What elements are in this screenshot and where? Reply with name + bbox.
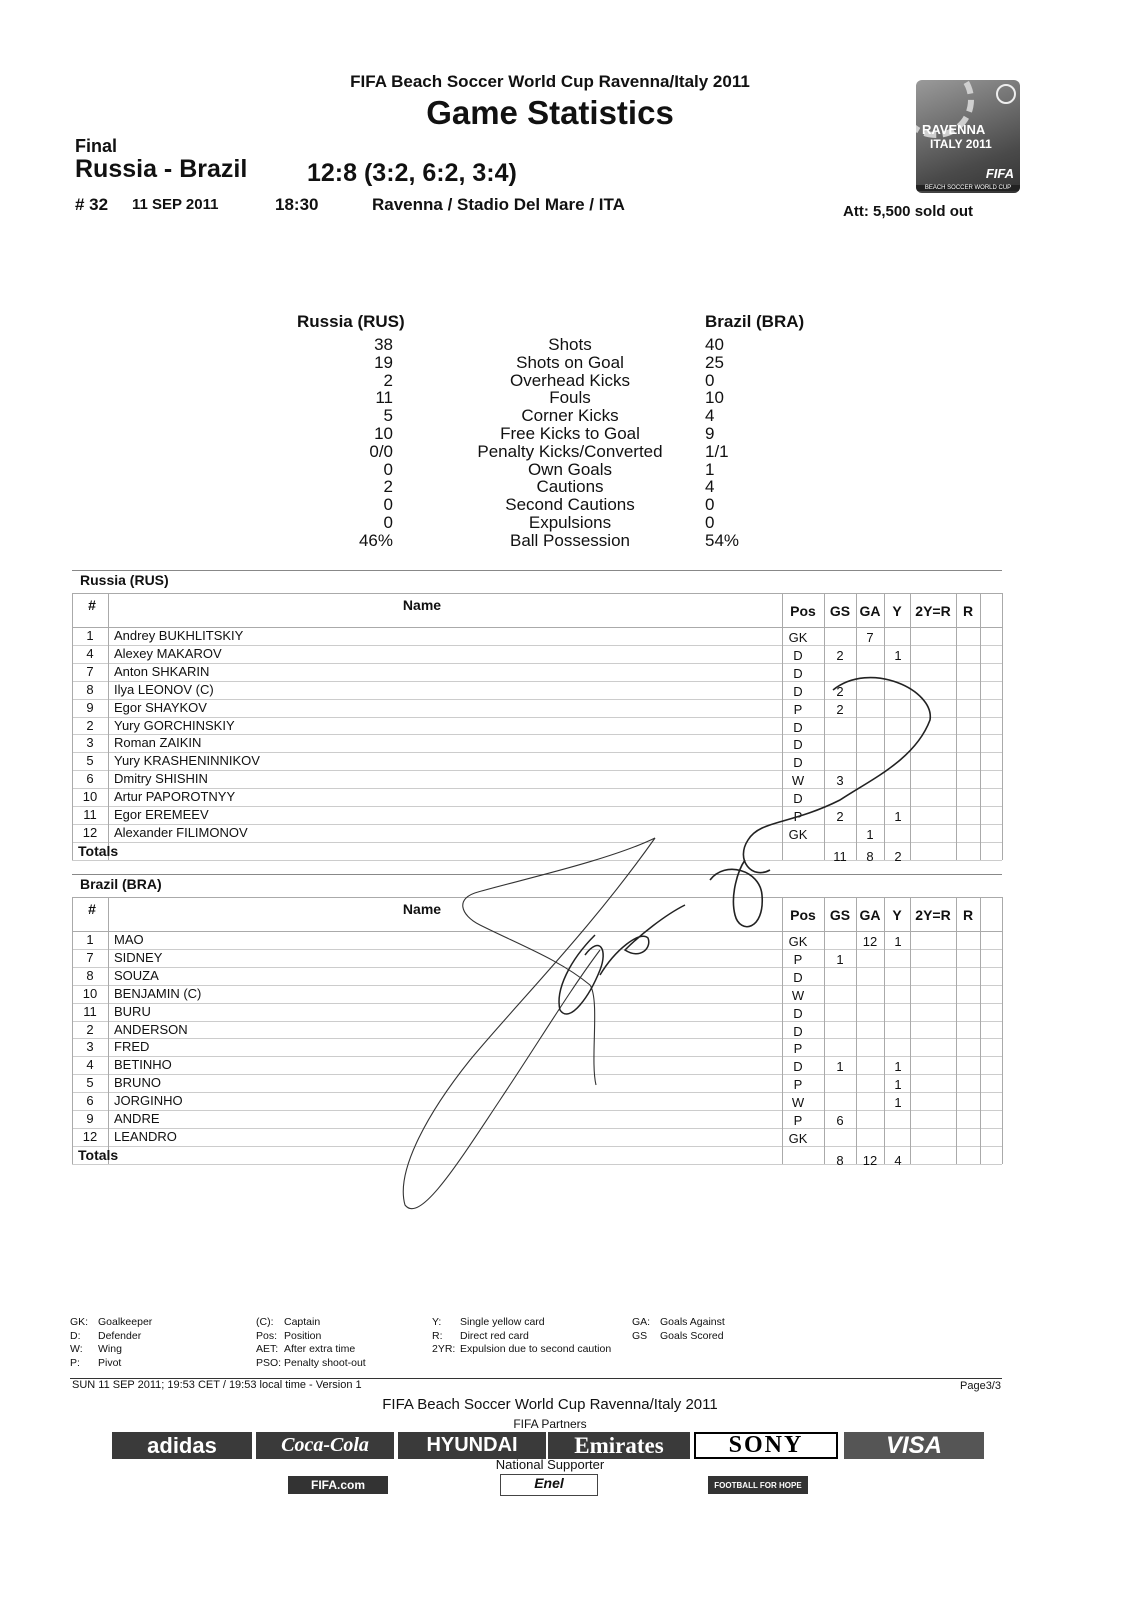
player-position: D <box>793 683 803 699</box>
match-venue: Ravenna / Stadio Del Mare / ITA <box>372 195 625 214</box>
table-divider <box>72 806 1002 807</box>
table-caption: Russia (RUS) <box>80 572 169 588</box>
player-number: 7 <box>86 663 94 679</box>
player-name: MAO <box>114 932 144 947</box>
stat-label: Corner Kicks <box>521 406 619 426</box>
player-position: D <box>793 719 803 735</box>
legend-entry <box>256 1357 366 1371</box>
legend-key: Pos: <box>256 1329 278 1342</box>
player-position: GK <box>788 630 808 645</box>
table-divider <box>72 1003 1002 1004</box>
stat-row <box>290 371 850 389</box>
player-name: Egor EREMEEV <box>114 807 209 822</box>
home-stat-value: 2 <box>383 370 393 390</box>
away-stat-value: 1 <box>705 459 715 479</box>
emirates-logo: Emirates <box>548 1432 690 1459</box>
legend-key: R: <box>432 1329 443 1342</box>
player-number: 8 <box>86 967 94 983</box>
player-position: D <box>793 1005 803 1021</box>
table-divider <box>72 1021 1002 1022</box>
column-header-number: # <box>88 901 96 917</box>
player-number: 4 <box>86 1057 94 1073</box>
away-stat-value: 9 <box>705 424 715 443</box>
player-position: GK <box>788 1130 808 1146</box>
player-position: D <box>793 1059 803 1075</box>
table-divider <box>956 593 957 860</box>
legend-entry <box>256 1316 366 1330</box>
legend-key: W: <box>70 1343 83 1355</box>
logo-line-3: FIFA <box>985 166 1014 181</box>
column-header-position: Pos <box>790 907 816 923</box>
stat-row <box>290 531 850 549</box>
match-date: 11 SEP 2011 <box>132 196 219 213</box>
player-position: GK <box>788 934 808 949</box>
stat-label: Free Kicks to Goal <box>500 424 640 443</box>
column-header-name: Name <box>402 901 442 917</box>
table-divider <box>824 897 825 1164</box>
total-goals-against: 12 <box>862 1152 878 1168</box>
stat-row <box>290 388 850 406</box>
player-name: SIDNEY <box>114 949 163 965</box>
match-teams: Russia - Brazil <box>75 155 248 183</box>
away-team-heading: Brazil (BRA) <box>705 312 805 331</box>
player-position: D <box>793 1023 803 1039</box>
player-position: P <box>793 951 803 967</box>
brazil-player-table <box>72 874 1002 1167</box>
player-yellow-cards: 1 <box>894 1077 902 1093</box>
table-divider <box>72 1146 1002 1147</box>
stat-label: Ball Possession <box>509 530 630 550</box>
player-goals-scored: 2 <box>836 701 844 717</box>
fifa-com-logo: FIFA.com <box>288 1476 388 1494</box>
footer-title: FIFA Beach Soccer World Cup Ravenna/Italy 2011 <box>382 1396 718 1413</box>
player-number: 1 <box>86 932 94 947</box>
football-for-hope-logo: FOOTBALL FOR HOPE <box>708 1476 808 1494</box>
player-number: 9 <box>86 1111 94 1126</box>
tournament-logo <box>916 80 1020 193</box>
player-number: 4 <box>86 645 94 661</box>
national-supporter-label: National Supporter <box>495 1457 605 1472</box>
player-number: 3 <box>86 735 94 751</box>
table-divider <box>1002 897 1003 1164</box>
player-name: Artur PAPOROTNYY <box>114 789 236 805</box>
table-divider <box>72 593 1002 594</box>
player-position: D <box>793 737 803 753</box>
totals-label: Totals <box>78 1146 119 1163</box>
player-number: 10 <box>82 985 98 1001</box>
player-name: Ilya LEONOV (C) <box>114 681 214 697</box>
home-team-heading: Russia (RUS) <box>297 312 405 331</box>
column-header-number: # <box>88 597 96 613</box>
match-phase: Final <box>75 136 118 156</box>
home-stat-value: 11 <box>375 388 393 408</box>
player-yellow-cards: 1 <box>894 1095 902 1111</box>
player-number: 11 <box>83 1003 97 1019</box>
tournament-title: FIFA Beach Soccer World Cup Ravenna/Italy 2011 <box>350 72 750 91</box>
column-header-goals-against: GA <box>859 907 881 923</box>
player-yellow-cards: 1 <box>894 1059 902 1075</box>
table-divider <box>108 593 109 860</box>
player-position: D <box>793 969 803 985</box>
player-number: 2 <box>86 717 94 733</box>
column-header-yellow: Y <box>892 907 902 923</box>
player-number: 7 <box>86 949 94 965</box>
table-divider <box>72 770 1002 771</box>
stat-row <box>290 353 850 371</box>
legend-entry <box>432 1343 611 1357</box>
page-number: Page3/3 <box>960 1380 1001 1392</box>
column-header-second-yellow: 2Y=R <box>915 603 951 619</box>
stat-label: Expulsions <box>528 513 612 532</box>
legend-entry <box>70 1343 152 1357</box>
logo-line-2: ITALY 2011 <box>930 137 992 151</box>
table-divider <box>980 593 981 860</box>
stat-label: Shots on Goal <box>516 352 624 372</box>
player-name: Alexander FILIMONOV <box>114 824 248 840</box>
column-header-goals-against: GA <box>859 603 881 619</box>
column-header-name: Name <box>402 597 442 613</box>
table-divider <box>824 593 825 860</box>
document-title: Game Statistics <box>426 94 674 131</box>
home-stat-value: 46% <box>358 530 393 550</box>
table-divider <box>72 1092 1002 1093</box>
player-number: 8 <box>86 681 94 697</box>
legend-entry <box>70 1357 152 1371</box>
home-stat-value: 0 <box>383 459 393 479</box>
table-divider <box>72 1110 1002 1111</box>
player-position: P <box>793 809 803 824</box>
legend-description: Captain <box>284 1316 321 1328</box>
legend-cards <box>432 1316 611 1357</box>
legend-key: GK: <box>70 1316 89 1328</box>
legend-key: 2YR: <box>432 1343 456 1355</box>
player-position: W <box>791 773 805 789</box>
legend-goals <box>632 1316 725 1343</box>
player-position: D <box>793 755 803 771</box>
stat-row <box>290 424 850 442</box>
player-yellow-cards: 1 <box>894 647 902 663</box>
column-header-position: Pos <box>790 603 816 619</box>
table-divider <box>72 1128 1002 1129</box>
player-name: ANDRE <box>114 1111 160 1126</box>
player-position: P <box>793 1041 803 1057</box>
hyundai-logo: HYUNDAI <box>398 1432 546 1459</box>
player-name: Egor SHAYKOV <box>114 699 207 715</box>
table-divider <box>72 985 1002 986</box>
total-yellow-cards: 4 <box>894 1152 902 1168</box>
table-divider <box>72 699 1002 700</box>
total-goals-scored: 11 <box>833 848 847 864</box>
attendance: Att: 5,500 sold out <box>843 203 974 220</box>
away-stat-value: 1/1 <box>705 441 729 461</box>
player-goals-scored: 2 <box>836 647 844 663</box>
table-divider <box>72 1056 1002 1057</box>
table-divider <box>108 897 109 1164</box>
total-goals-against: 8 <box>866 848 874 864</box>
player-goals-scored: 2 <box>836 809 844 824</box>
stat-row <box>290 477 850 495</box>
table-divider <box>72 842 1002 843</box>
home-stat-value: 19 <box>374 352 393 372</box>
stat-row <box>290 513 850 531</box>
away-stat-value: 40 <box>705 335 724 354</box>
player-number: 6 <box>86 1093 94 1109</box>
stat-row <box>290 460 850 478</box>
partners-label: FIFA Partners <box>513 1417 587 1431</box>
legend-description: After extra time <box>284 1343 356 1355</box>
player-goals-scored: 6 <box>836 1113 844 1128</box>
legend-key: GS <box>632 1329 648 1342</box>
away-stat-value: 4 <box>705 406 715 426</box>
logo-line-1: RAVENNA <box>922 122 986 137</box>
column-header-goals-scored: GS <box>829 603 851 619</box>
player-name: BRUNO <box>114 1075 161 1091</box>
table-divider <box>72 897 73 1164</box>
legend-description: Defender <box>98 1329 142 1342</box>
home-stat-value: 0 <box>383 495 393 515</box>
coca-cola-logo: Coca-Cola <box>256 1432 394 1459</box>
table-divider <box>72 593 73 860</box>
legend-entry <box>632 1316 725 1330</box>
home-stat-value: 0 <box>383 513 393 532</box>
player-position: D <box>793 791 803 807</box>
player-name: JORGINHO <box>114 1093 183 1109</box>
player-name: Yury GORCHINSKIY <box>114 717 235 733</box>
stat-label: Penalty Kicks/Converted <box>477 441 663 461</box>
player-position: W <box>791 987 805 1003</box>
away-stat-value: 0 <box>705 495 715 515</box>
column-header-red: R <box>962 603 974 619</box>
stat-row <box>290 495 850 513</box>
russia-player-table <box>72 570 1002 863</box>
legend-key: D: <box>70 1329 81 1342</box>
player-yellow-cards: 1 <box>894 809 902 824</box>
legend-abbreviations <box>256 1316 366 1370</box>
sony-logo: SONY <box>694 1432 838 1459</box>
match-number: # 32 <box>75 195 109 214</box>
table-divider <box>1002 593 1003 860</box>
player-goals-against: 12 <box>862 934 878 949</box>
table-divider <box>72 967 1002 968</box>
player-name: Dmitry SHISHIN <box>114 771 208 787</box>
legend-description: Penalty shoot-out <box>284 1356 366 1369</box>
home-stat-value: 10 <box>374 424 393 443</box>
player-yellow-cards: 1 <box>894 934 902 949</box>
table-divider <box>72 931 1002 932</box>
legend-key: AET: <box>256 1343 279 1355</box>
totals-label: Totals <box>78 842 119 859</box>
home-stat-value: 2 <box>383 477 393 497</box>
legend-entry <box>256 1343 366 1357</box>
ball-icon <box>996 84 1016 104</box>
player-position: D <box>793 665 803 681</box>
legend-key: P: <box>70 1356 80 1369</box>
player-name: BETINHO <box>114 1057 172 1073</box>
stat-label: Shots <box>548 335 592 354</box>
visa-logo: VISA <box>844 1432 984 1459</box>
player-position: P <box>793 1113 803 1128</box>
stat-label: Own Goals <box>527 459 613 479</box>
player-name: LEANDRO <box>114 1128 177 1144</box>
player-name: Yury KRASHENINNIKOV <box>114 753 260 769</box>
player-number: 3 <box>86 1039 94 1055</box>
player-name: FRED <box>114 1039 150 1055</box>
player-position: P <box>793 1077 803 1093</box>
column-header-goals-scored: GS <box>829 907 851 923</box>
player-number: 2 <box>86 1021 94 1037</box>
legend-positions <box>70 1316 152 1370</box>
logo-line-4: BEACH SOCCER WORLD CUP <box>916 185 1020 191</box>
player-number: 12 <box>82 1128 98 1144</box>
legend-entry <box>432 1330 611 1344</box>
legend-entry <box>632 1330 725 1344</box>
legend-description: Direct red card <box>460 1329 529 1342</box>
column-header-second-yellow: 2Y=R <box>915 907 951 923</box>
away-stat-value: 54% <box>705 530 740 550</box>
legend-key: (C): <box>256 1316 274 1328</box>
away-stat-value: 25 <box>705 352 724 372</box>
away-stat-value: 10 <box>705 388 724 408</box>
player-position: P <box>793 701 803 717</box>
stat-label: Overhead Kicks <box>510 370 630 390</box>
player-name: Anton SHKARIN <box>114 663 210 679</box>
away-stat-value: 4 <box>705 477 715 497</box>
legend-description: Single yellow card <box>460 1316 545 1328</box>
legend-description: Pivot <box>98 1356 122 1369</box>
player-name: Roman ZAIKIN <box>114 735 202 751</box>
player-goals-against: 7 <box>866 630 874 645</box>
player-number: 6 <box>86 771 94 787</box>
player-position: D <box>793 647 803 663</box>
home-stat-value: 0/0 <box>369 441 393 461</box>
player-name: SOUZA <box>114 967 159 983</box>
table-divider <box>72 663 1002 664</box>
adidas-logo: adidas <box>112 1432 252 1459</box>
stat-row <box>290 442 850 460</box>
player-goals-scored: 3 <box>836 773 844 789</box>
player-number: 12 <box>82 824 98 840</box>
player-name: BURU <box>114 1003 151 1019</box>
legend-description: Position <box>284 1329 322 1342</box>
legend-description: Goalkeeper <box>98 1316 153 1328</box>
player-number: 5 <box>86 753 94 769</box>
match-score: 12:8 (3:2, 6:2, 3:4) <box>307 159 517 187</box>
legend-entry <box>70 1330 152 1344</box>
player-position: W <box>791 1095 805 1111</box>
table-caption: Brazil (BRA) <box>80 876 162 892</box>
legend-entry <box>432 1316 611 1330</box>
player-number: 5 <box>86 1075 94 1091</box>
table-divider <box>980 897 981 1164</box>
legend-key: PSO: <box>256 1356 282 1369</box>
total-yellow-cards: 2 <box>894 848 902 864</box>
player-name: ANDERSON <box>114 1021 188 1037</box>
column-header-red: R <box>962 907 974 923</box>
player-name: Andrey BUKHLITSKIY <box>114 628 244 643</box>
column-header-yellow: Y <box>892 603 902 619</box>
table-divider <box>72 734 1002 735</box>
stat-label: Fouls <box>549 388 591 408</box>
table-divider <box>72 897 1002 898</box>
player-number: 10 <box>82 789 98 805</box>
table-divider <box>956 897 957 1164</box>
total-goals-scored: 8 <box>836 1152 844 1168</box>
legend-entry <box>70 1316 152 1330</box>
player-number: 1 <box>86 628 94 643</box>
player-position: GK <box>788 826 808 842</box>
home-stat-value: 5 <box>383 406 393 426</box>
legend-description: Goals Scored <box>660 1329 724 1342</box>
legend-description: Goals Against <box>660 1316 725 1328</box>
player-number: 9 <box>86 699 94 715</box>
player-name: Alexey MAKAROV <box>114 645 222 661</box>
legend-key: Y: <box>432 1316 442 1328</box>
legend-description: Wing <box>98 1343 122 1355</box>
legend-key: GA: <box>632 1316 651 1328</box>
stat-row <box>290 335 850 353</box>
stat-row <box>290 406 850 424</box>
table-divider <box>72 1038 1002 1039</box>
player-goals-against: 1 <box>866 826 874 842</box>
footer-timestamp: SUN 11 SEP 2011; 19:53 CET / 19:53 local time - Version 1 <box>72 1379 362 1391</box>
legend-entry <box>256 1330 366 1344</box>
home-stat-value: 38 <box>374 335 393 354</box>
table-divider <box>72 1074 1002 1075</box>
away-stat-value: 0 <box>705 370 715 390</box>
stat-label: Cautions <box>536 477 604 497</box>
enel-logo: Enel <box>500 1474 598 1496</box>
away-stat-value: 0 <box>705 513 715 532</box>
player-goals-scored: 2 <box>836 683 844 699</box>
table-divider <box>72 949 1002 950</box>
player-goals-scored: 1 <box>836 951 844 967</box>
player-name: BENJAMIN (C) <box>114 985 202 1001</box>
stat-label: Second Cautions <box>505 495 635 515</box>
legend-description: Expulsion due to second caution <box>460 1343 612 1355</box>
player-number: 11 <box>83 807 97 822</box>
match-time: 18:30 <box>275 195 319 214</box>
player-goals-scored: 1 <box>836 1059 844 1075</box>
